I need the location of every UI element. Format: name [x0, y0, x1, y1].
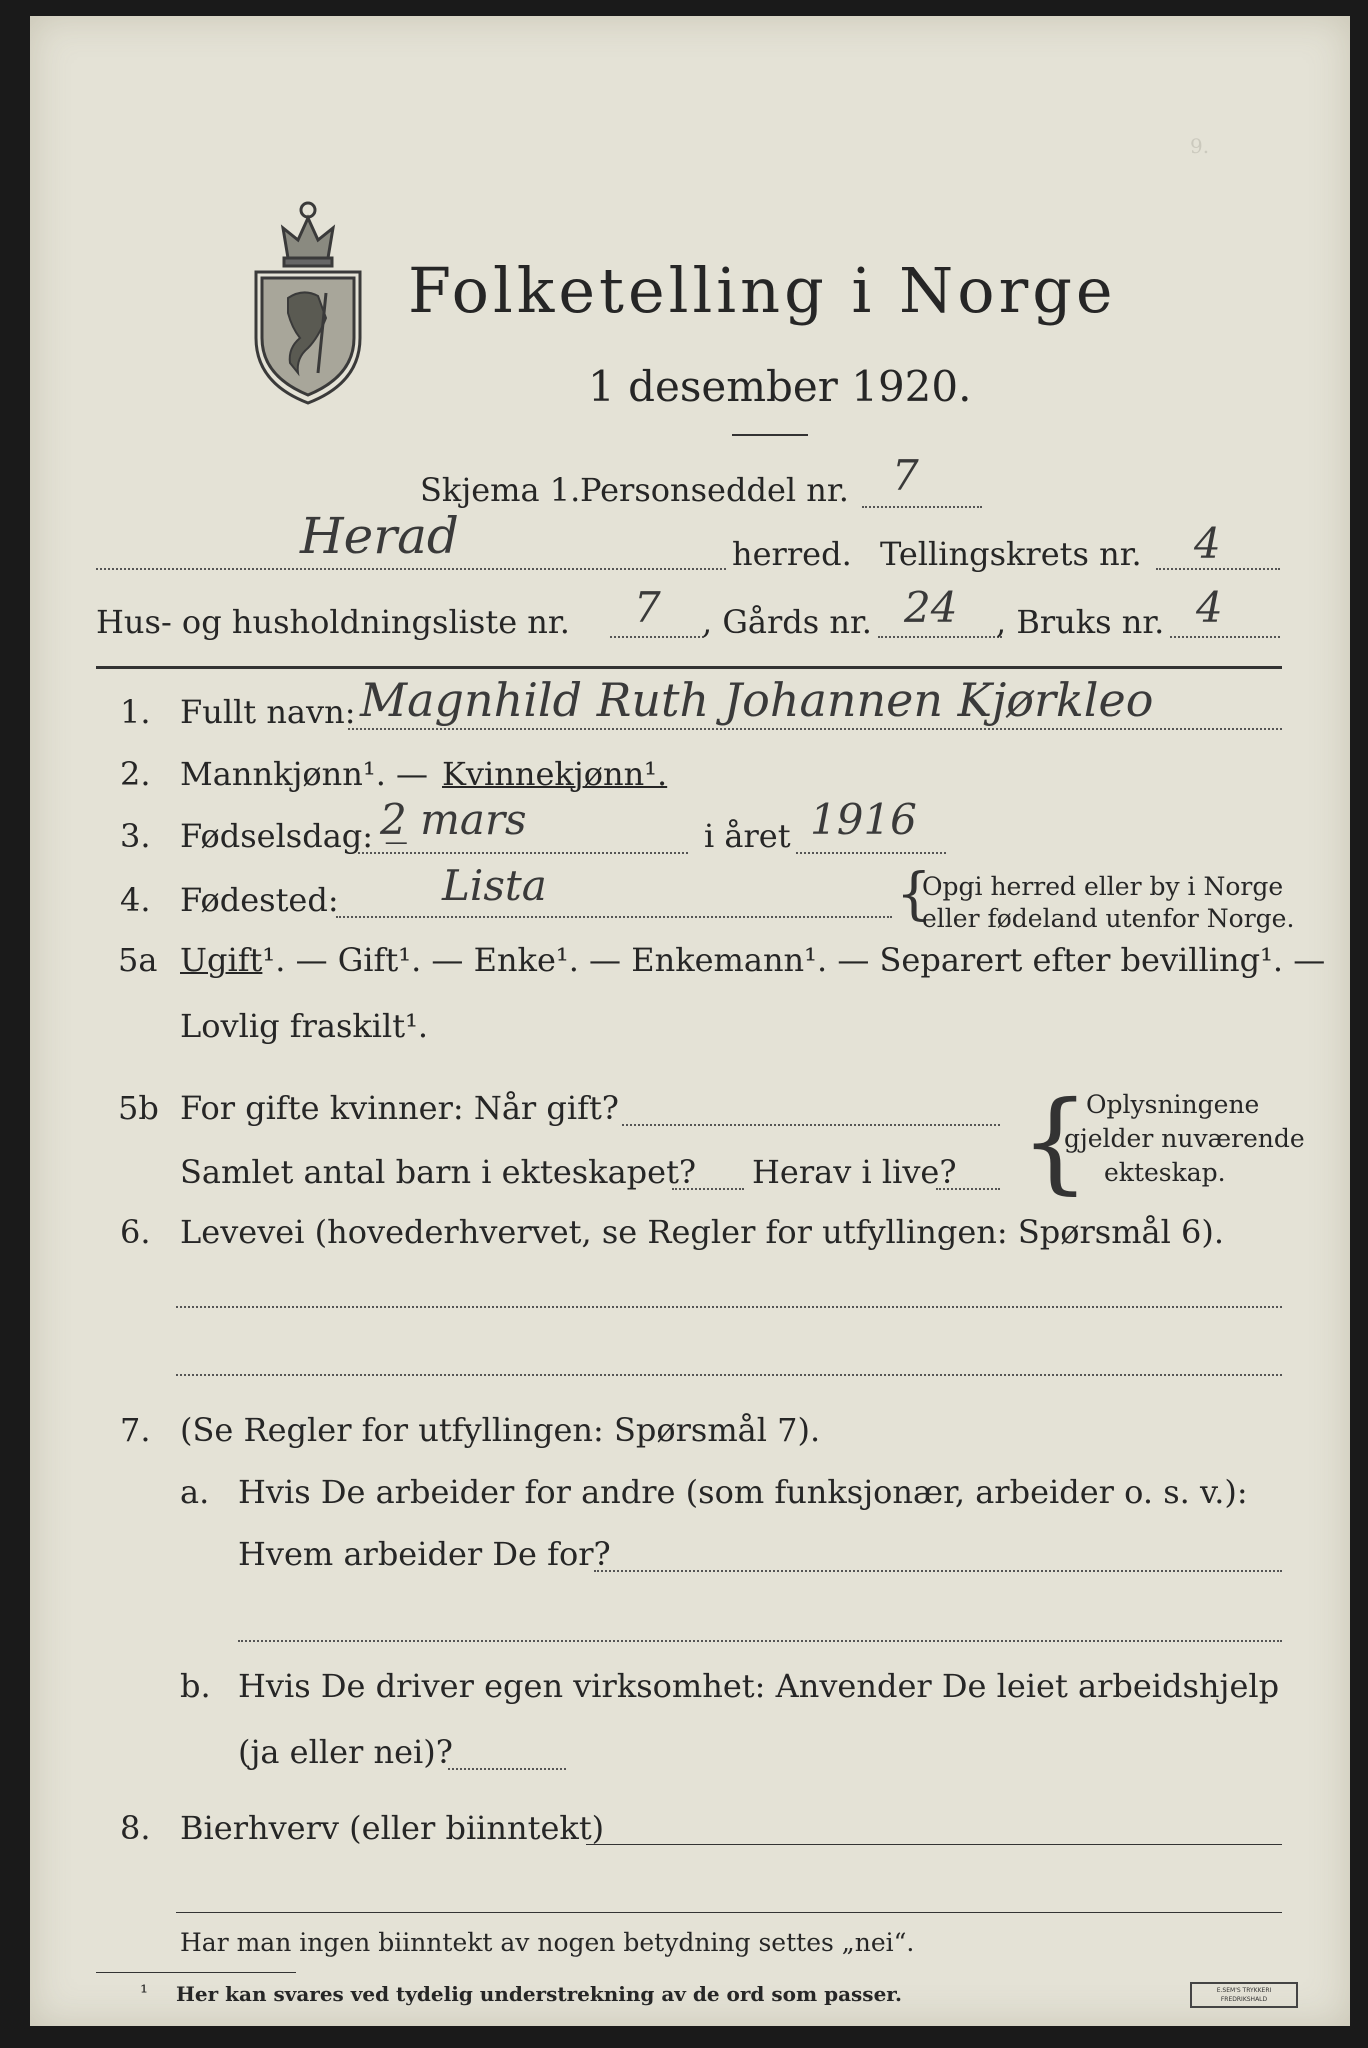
q7b-line: [448, 1768, 566, 1770]
bleed-through: 9.: [1190, 134, 1210, 158]
q8-number: 8.: [120, 1809, 151, 1847]
q2-number: 2.: [120, 755, 151, 793]
q3-aaret-value: 1916: [810, 795, 917, 844]
q3-line: [358, 852, 688, 854]
q7a-line-1: [594, 1570, 1282, 1572]
printer-stamp: [1190, 1982, 1298, 2008]
q2-mann: Mannkjønn¹. —: [180, 755, 429, 793]
bruks-label: , Bruks nr.: [996, 603, 1165, 641]
personseddel-line: [862, 506, 982, 508]
header-divider: [96, 666, 1282, 669]
q7a-text: Hvis De arbeider for andre (som funksjonær, arbeider o. s. v.):: [238, 1473, 1248, 1511]
tellingskrets-value: 4: [1194, 519, 1221, 568]
herred-value: Herad: [300, 507, 459, 565]
q5b-brace: {: [1020, 1077, 1090, 1205]
q5a-ugift: Ugift: [180, 941, 263, 979]
q7b-text: Hvis De driver egen virksomhet: Anvender De leiet arbeidshjelp: [238, 1667, 1280, 1705]
norway-coat-of-arms-icon: [248, 188, 368, 408]
q5b-line1-dots: [622, 1124, 1000, 1126]
q7-text: (Se Regler for utfyllingen: Spørsmål 7).: [180, 1411, 821, 1449]
printer-stamp-text: E.SEM'S TRYKKERI FREDRIKSHALD: [1216, 1987, 1272, 2003]
q4-note-1: Opgi herred eller by i Norge: [922, 872, 1284, 901]
q4-label: Fødested:: [180, 881, 339, 919]
q5b-note-1: Oplysningene: [1086, 1090, 1260, 1119]
form-date: 1 desember 1920.: [588, 362, 972, 411]
q3-value: 2̲ mars: [380, 795, 527, 844]
q5b-line2: Samlet antal barn i ekteskapet?: [180, 1153, 697, 1191]
q4-line: [336, 916, 892, 918]
q7a-label: a.: [180, 1473, 210, 1511]
skjema-label: Skjema 1.: [420, 471, 581, 509]
bruks-line: [1170, 636, 1280, 638]
q5a-options: [180, 940, 1325, 980]
q4-value: Lista: [442, 861, 547, 910]
q1-value: Magnhild Ruth Johannen Kjørkleo: [360, 673, 1154, 727]
footer-note: Har man ingen biinntekt av nogen betydning settes „nei“.: [180, 1928, 915, 1957]
q6-number: 6.: [120, 1213, 151, 1251]
q3-number: 3.: [120, 817, 151, 855]
q7-number: 7.: [120, 1411, 151, 1449]
personseddel-label: Personseddel nr.: [580, 471, 849, 509]
footnote-mark: ¹: [140, 1980, 149, 2004]
q3-label: Fødselsdag:: [180, 817, 374, 855]
gards-label: , Gårds nr.: [702, 603, 872, 641]
q1-line: [348, 728, 1282, 730]
q6-line-1: [176, 1306, 1282, 1308]
q7b-label: b.: [180, 1667, 211, 1705]
q4-number: 4.: [120, 881, 151, 919]
q2-kvinne: Kvinnekjønn¹.: [442, 755, 668, 793]
footnote-rule: [96, 1972, 296, 1973]
q5b-line1: For gifte kvinner: Når gift?: [180, 1089, 619, 1127]
bruks-value: 4: [1196, 583, 1223, 632]
q6-text: Levevei (hovederhvervet, se Regler for utfyllingen: Spørsmål 6).: [180, 1213, 1225, 1251]
q7b-question: (ja eller nei)?: [238, 1733, 453, 1771]
q4-brace: {: [896, 862, 932, 927]
q6-line-2: [176, 1374, 1282, 1376]
herred-label: herred.: [732, 535, 852, 573]
tellingskrets-line: [1156, 568, 1280, 570]
q3-aaret-label: i året: [704, 817, 791, 855]
q1-label: Fullt navn:: [180, 693, 356, 731]
q1-number: 1.: [120, 693, 151, 731]
q4-note-2: eller fødeland utenfor Norge.: [922, 904, 1295, 933]
q8-line-2: [176, 1912, 1282, 1913]
personseddel-value: 7: [892, 451, 919, 500]
q5b-line2b: Herav i live?: [752, 1153, 957, 1191]
q3-aaret-line: [796, 852, 946, 854]
q5b-number: 5b: [118, 1089, 159, 1127]
q5b-note-3: ekteskap.: [1104, 1158, 1226, 1187]
census-form: [30, 16, 1350, 2026]
form-title: Folketelling i Norge: [408, 254, 1117, 327]
q5a-number: 5a: [118, 941, 158, 979]
q8-text: Bierhverv (eller biinntekt): [180, 1809, 605, 1847]
footnote-text: Her kan svares ved tydelig understrekning av de ord som passer.: [176, 1982, 902, 2006]
q5b-line2b-dots: [936, 1188, 1000, 1190]
herred-line: [96, 568, 726, 570]
q8-line-1: [586, 1844, 1282, 1845]
q5b-line2-dots: [672, 1188, 744, 1190]
hus-line: [610, 636, 704, 638]
q7a-line-2: [238, 1640, 1282, 1642]
hus-value: 7: [634, 583, 661, 632]
gards-line: [878, 636, 1002, 638]
gards-value: 24: [904, 583, 958, 632]
q5a-line2: Lovlig fraskilt¹.: [180, 1007, 429, 1045]
hus-label: Hus- og husholdningsliste nr.: [96, 603, 570, 641]
q7a-question: Hvem arbeider De for?: [238, 1535, 611, 1573]
title-rule: [732, 434, 808, 436]
q5b-note-2: gjelder nuværende: [1064, 1124, 1305, 1153]
q5a-rest: ¹. — Gift¹. — Enke¹. — Enkemann¹. — Separert efter bevilling¹. —: [262, 941, 1326, 979]
tellingskrets-label: Tellingskrets nr.: [880, 535, 1142, 573]
